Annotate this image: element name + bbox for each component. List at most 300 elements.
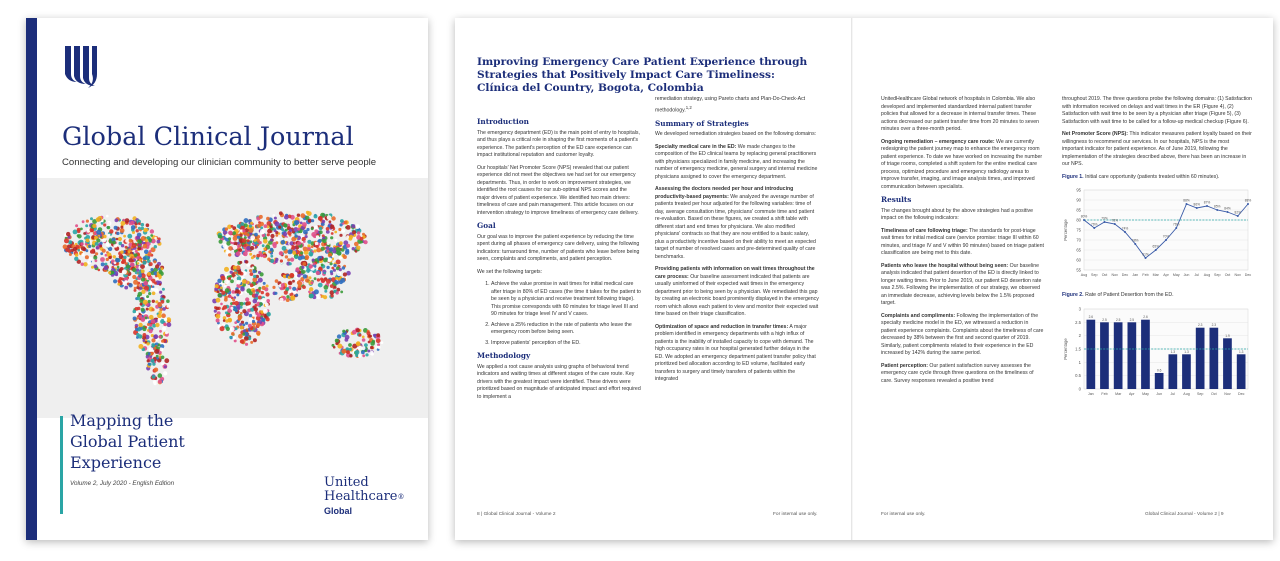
map-pin xyxy=(124,286,128,290)
map-pin xyxy=(302,222,307,227)
map-pin xyxy=(156,277,159,280)
map-pin xyxy=(123,235,126,238)
map-pin xyxy=(265,303,269,307)
map-pin xyxy=(242,333,245,336)
map-pin xyxy=(266,299,270,303)
data-label: 1.3 xyxy=(1170,349,1176,354)
x-tick-label: Mar xyxy=(1115,391,1122,396)
map-pin xyxy=(148,352,151,355)
data-point xyxy=(1216,209,1218,211)
map-pin xyxy=(148,300,151,303)
map-pin xyxy=(231,332,235,336)
map-pin xyxy=(346,350,350,354)
bar xyxy=(1114,322,1123,389)
map-pin xyxy=(303,247,308,252)
map-pin xyxy=(154,282,157,285)
map-pin xyxy=(337,334,341,338)
data-label: 2.3 xyxy=(1197,322,1203,327)
map-pin xyxy=(258,221,261,224)
map-pin xyxy=(237,224,241,228)
section-heading: Goal xyxy=(477,221,496,230)
map-pin xyxy=(334,280,337,283)
map-pin xyxy=(140,303,143,306)
issue-accent-bar xyxy=(60,416,63,514)
map-pin xyxy=(249,253,252,256)
map-pin xyxy=(85,243,88,246)
x-tick-label: Jan xyxy=(1087,391,1094,396)
map-pin xyxy=(238,334,243,339)
map-pin xyxy=(273,244,277,248)
map-pin xyxy=(220,287,223,290)
map-pin xyxy=(118,237,122,241)
map-pin xyxy=(349,354,352,357)
map-pin xyxy=(264,224,268,228)
map-pin xyxy=(258,287,261,290)
map-pin xyxy=(245,343,248,346)
map-pin xyxy=(161,300,165,304)
map-pin xyxy=(93,256,97,260)
map-pin xyxy=(146,342,149,345)
bar xyxy=(1141,319,1150,388)
map-pin xyxy=(338,228,341,231)
map-pin xyxy=(130,221,134,225)
map-pin xyxy=(289,273,294,278)
map-pin xyxy=(239,261,242,264)
map-pin xyxy=(339,268,342,271)
map-pin xyxy=(302,285,306,289)
map-pin xyxy=(373,334,376,337)
map-pin xyxy=(224,298,228,302)
x-tick-label: Feb xyxy=(1142,273,1149,277)
map-pin xyxy=(143,228,147,232)
map-pin xyxy=(158,303,162,307)
strategy-text: We analyzed the average number of patients treated per hour adjusted for the following variables: time of day, average consultation time, physicians' commute time and patient re-evaluation. Based on these figures, we created a shift table with different start and end times for physicians. We also modified physicians' contracts so that they are now entitled to a basic salary, plus a productivity incentive based on their ability to meet an expected target of number of resolved cases and pre-determined quality of care benchmarks. xyxy=(655,193,816,260)
data-label: 2.6 xyxy=(1143,314,1148,319)
map-pin xyxy=(250,341,253,344)
map-pin xyxy=(316,271,320,275)
map-pin xyxy=(221,276,226,281)
x-tick-label: Oct xyxy=(1224,273,1231,277)
map-pin xyxy=(139,259,142,262)
figure-label: Figure 2. xyxy=(1062,292,1084,298)
map-pin xyxy=(247,305,250,308)
map-pin xyxy=(333,346,336,349)
section-heading: Introduction xyxy=(477,117,529,126)
map-pin xyxy=(321,247,325,251)
map-pin xyxy=(82,220,85,223)
map-pin xyxy=(364,240,368,244)
map-pin xyxy=(250,235,255,240)
map-pin xyxy=(116,232,119,235)
map-pin xyxy=(244,218,249,223)
map-pin xyxy=(105,254,108,257)
result-title: Patient perception: xyxy=(881,362,928,369)
x-tick-label: Dec xyxy=(1244,273,1252,277)
y-tick-label: 0 xyxy=(1078,386,1081,391)
y-axis-label: Percentage xyxy=(1063,337,1068,360)
article-title-line: Improving Emergency Care Patient Experience through xyxy=(477,56,808,68)
map-pin xyxy=(247,239,250,242)
map-pin xyxy=(364,343,368,347)
map-pin xyxy=(276,237,280,241)
map-pin xyxy=(341,229,345,233)
map-pin xyxy=(254,233,258,237)
map-pin xyxy=(75,253,79,257)
bar xyxy=(1128,322,1137,389)
map-pin xyxy=(355,224,360,229)
paragraph: UnitedHealthcare Global network of hospitals in Colombia. We also developed and implemented standardized internal patient transfer policies that allowed for a decrease in internal transfer times. These actions decreased our patient transfer time from 20 minutes to seven minutes over a three-month period. xyxy=(881,96,1040,132)
data-label: 80% xyxy=(1080,214,1088,219)
x-tick-label: Mar xyxy=(1152,273,1159,277)
map-pin xyxy=(309,271,313,275)
map-pin xyxy=(349,348,352,351)
map-pin xyxy=(115,273,118,276)
map-pin xyxy=(239,248,243,252)
map-pin xyxy=(314,277,317,280)
map-pin xyxy=(148,292,151,295)
brand-logo xyxy=(324,476,404,518)
map-pin xyxy=(295,294,298,297)
map-pin xyxy=(303,230,308,235)
map-pin xyxy=(250,283,254,287)
map-pin xyxy=(335,277,338,280)
map-pin xyxy=(330,272,333,275)
map-pin xyxy=(133,280,138,285)
bar xyxy=(1155,373,1164,389)
map-pin xyxy=(152,292,156,296)
map-pin xyxy=(158,344,161,347)
paragraph: The changes brought about by the above strategies had a positive impact on the following indicators: xyxy=(881,207,1033,221)
map-pin xyxy=(120,228,125,233)
map-pin xyxy=(252,270,256,274)
paragraph: throughout 2019. The three questions probe the following domains: (1) Satisfaction with information received on delays and wait times in the ER (Figure 4), (2) Satisfaction with wait time to be seen by a physician after triage (Figure 5), (3) Satisfaction with wait time to be called for a follow-up medical checkup (Figure 6). xyxy=(1062,96,1252,125)
map-pin xyxy=(298,281,302,285)
map-pin xyxy=(125,246,128,249)
map-pin xyxy=(148,238,152,242)
map-pin xyxy=(252,290,255,293)
map-pin xyxy=(230,279,234,283)
map-pin xyxy=(289,245,292,248)
map-pin xyxy=(85,255,89,259)
map-pin xyxy=(328,259,331,262)
map-pin xyxy=(126,264,130,268)
map-pin xyxy=(333,264,336,267)
map-pin xyxy=(330,236,333,239)
map-pin xyxy=(240,312,243,315)
map-pin xyxy=(149,315,154,320)
map-pin xyxy=(234,272,237,275)
data-label: 78% xyxy=(1111,218,1118,223)
map-pin xyxy=(356,341,361,346)
map-pin xyxy=(358,346,363,351)
map-pin xyxy=(81,246,86,251)
map-pin xyxy=(319,230,323,234)
map-pin xyxy=(370,346,373,349)
article-title xyxy=(477,56,807,95)
data-label: 61% xyxy=(1142,252,1149,257)
map-pin xyxy=(285,229,288,232)
map-pin xyxy=(162,288,165,291)
map-pin xyxy=(376,333,380,337)
map-pin xyxy=(114,226,118,230)
map-pin xyxy=(251,256,254,259)
map-pin xyxy=(104,266,109,271)
map-pin xyxy=(164,358,169,363)
map-pin xyxy=(128,250,131,253)
map-pin xyxy=(158,270,162,274)
map-pin xyxy=(242,229,245,232)
map-pin xyxy=(141,317,146,322)
map-pin xyxy=(321,295,324,298)
map-pin xyxy=(243,252,248,257)
map-pin xyxy=(95,242,99,246)
map-pin xyxy=(341,349,346,354)
map-pin xyxy=(66,232,70,236)
map-pin xyxy=(349,235,353,239)
map-pin xyxy=(109,256,112,259)
issue-title xyxy=(70,410,270,473)
map-pin xyxy=(147,272,151,276)
data-point xyxy=(1145,257,1147,259)
x-tick-label: Jul xyxy=(1194,273,1200,277)
map-pin xyxy=(121,278,124,281)
map-pin xyxy=(96,217,101,222)
map-pin xyxy=(69,253,72,256)
map-pin xyxy=(368,334,371,337)
map-pin xyxy=(139,287,142,290)
map-pin xyxy=(267,229,272,234)
map-pin xyxy=(167,322,172,327)
map-pin xyxy=(352,230,356,234)
map-pin xyxy=(348,343,352,347)
map-pin xyxy=(286,295,289,298)
map-pin xyxy=(113,255,116,258)
data-label: 85% xyxy=(1214,204,1221,209)
bar xyxy=(1210,327,1219,388)
map-pin xyxy=(283,232,287,236)
map-pin xyxy=(100,252,103,255)
y-tick-label: 2 xyxy=(1078,332,1081,338)
strategy-title: Specialty medical care in the ED: xyxy=(655,143,737,150)
map-pin xyxy=(148,281,153,286)
map-pin xyxy=(146,308,149,311)
map-pin xyxy=(138,334,142,338)
map-pin xyxy=(270,225,273,228)
map-pin xyxy=(358,354,361,357)
map-pin xyxy=(135,250,138,253)
result-title: Timeliness of care following triage: xyxy=(881,227,968,234)
map-pin xyxy=(95,259,98,262)
map-pin xyxy=(336,247,341,252)
map-pin xyxy=(147,359,150,362)
map-pin xyxy=(333,286,336,289)
map-pin xyxy=(242,238,246,242)
map-pin xyxy=(340,219,344,223)
map-pin xyxy=(246,263,250,267)
data-point xyxy=(1227,211,1229,213)
strategy-text: A major problem identified in emergency departments with a high influx of patients is the inability of installed capacity to cope with demand. The high occupancy rates in our hospital generated further delays in the ED. We adopted an emergency department patient transfer policy that prioritized bed allocation according to ED volume, facilitated early transfers to surgery and timely transfers of patients within the integrated xyxy=(655,323,816,383)
map-pin xyxy=(303,274,307,278)
article-column-1 xyxy=(477,114,641,406)
map-pin xyxy=(91,266,94,269)
map-pin xyxy=(137,262,140,265)
map-pin xyxy=(343,272,347,276)
result-text: Following the implementation of the specialty medicine model in the ED, we witnessed a reduction in patient experience complaints. Complaints about the timeliness of care decreased by 38% between the first and second quarter of 2019. Similarly, patient compliments related to their experience in the ED increased by 142% during the same period. xyxy=(881,312,1044,356)
map-pin xyxy=(143,333,147,337)
data-point xyxy=(1237,215,1239,217)
map-pin xyxy=(245,260,248,263)
map-pin xyxy=(155,323,159,327)
map-pin xyxy=(218,293,222,297)
bar xyxy=(1196,327,1205,388)
map-pin xyxy=(323,272,326,275)
map-pin xyxy=(303,240,306,243)
data-label: 2.5 xyxy=(1129,317,1135,322)
map-pin xyxy=(364,349,367,352)
map-pin xyxy=(90,250,94,254)
map-pin xyxy=(159,291,162,294)
map-pin xyxy=(154,245,157,248)
figure-label: Figure 1. xyxy=(1062,173,1084,180)
footer-internal: For internal use only. xyxy=(773,512,818,517)
map-pin xyxy=(242,309,246,313)
world-map-image xyxy=(37,178,428,418)
map-pin xyxy=(233,266,237,270)
map-pin xyxy=(284,291,288,295)
map-pin xyxy=(262,244,265,247)
citation: 1,2 xyxy=(685,104,692,110)
map-pin xyxy=(148,363,151,366)
map-pin xyxy=(272,286,275,289)
data-label: 76% xyxy=(1173,222,1180,227)
map-pin xyxy=(300,251,303,254)
map-pin xyxy=(342,330,345,333)
result-title: Patients who leave the hospital without being seen: xyxy=(881,262,1009,269)
map-pin xyxy=(138,222,141,225)
map-pin xyxy=(284,215,289,220)
map-pin xyxy=(134,287,137,290)
map-pin xyxy=(146,295,149,298)
y-tick-label: 85 xyxy=(1076,207,1081,213)
map-pin xyxy=(265,292,269,296)
map-pin xyxy=(309,294,314,299)
map-pin xyxy=(152,288,155,291)
data-label: 1.3 xyxy=(1238,349,1244,354)
map-pin xyxy=(143,339,146,342)
map-pin xyxy=(289,262,292,265)
data-label: 76% xyxy=(1091,222,1098,227)
map-pin xyxy=(284,237,288,241)
map-pin xyxy=(218,235,222,239)
bar xyxy=(1100,322,1109,389)
map-pin xyxy=(113,279,117,283)
map-pin xyxy=(360,237,364,241)
map-pin xyxy=(252,243,255,246)
map-pin xyxy=(281,283,285,287)
map-pin xyxy=(361,351,365,355)
map-pin xyxy=(311,281,314,284)
result-text: This indicator measures patient loyalty based on their willingness to recommend our services. In our hospitals, NPS is the most important indicator for patient experience. As of June 2019, following the implementation of the strategies described above, there has been an increase in our NPS. xyxy=(1062,131,1252,167)
data-label: 0.6 xyxy=(1156,368,1162,372)
data-point xyxy=(1124,231,1126,233)
map-pin xyxy=(259,215,263,219)
map-pin xyxy=(263,239,268,244)
map-pin xyxy=(344,221,348,225)
map-pin xyxy=(266,317,270,321)
map-pin xyxy=(287,258,290,261)
map-pin xyxy=(151,359,155,363)
map-pin xyxy=(346,225,351,230)
map-pin xyxy=(121,221,126,226)
x-tick-label: Nov xyxy=(1111,273,1118,277)
map-pin xyxy=(298,256,302,260)
map-pin xyxy=(236,293,239,296)
map-pin xyxy=(64,238,69,243)
map-pin xyxy=(117,266,120,269)
map-pin xyxy=(132,275,136,279)
map-pin xyxy=(285,255,288,258)
y-tick-label: 55 xyxy=(1076,267,1081,273)
map-pin xyxy=(122,269,127,274)
data-label: 2.5 xyxy=(1115,317,1121,322)
map-pin xyxy=(138,271,141,274)
article-column-2 xyxy=(655,96,819,389)
map-pin xyxy=(80,242,83,245)
map-pin xyxy=(117,283,120,286)
map-pin xyxy=(154,382,157,385)
figure-caption-text: Initial care opportunity (patients treated within 60 minutes). xyxy=(1083,173,1220,180)
map-pin xyxy=(143,244,148,249)
strategy-title: Providing patients with information on wait times throughout the care process: xyxy=(655,266,815,280)
map-pin xyxy=(327,215,332,220)
map-pin xyxy=(270,248,274,252)
map-pin xyxy=(120,226,123,229)
targets-list xyxy=(477,281,641,347)
map-pin xyxy=(230,327,235,332)
map-pin xyxy=(307,211,312,216)
map-pin xyxy=(128,258,132,262)
map-pin xyxy=(162,327,166,331)
map-pin xyxy=(288,281,293,286)
spread-spine xyxy=(851,18,853,540)
map-pin xyxy=(143,300,148,305)
map-pin xyxy=(340,278,345,283)
data-label: 1.3 xyxy=(1184,349,1189,354)
map-pin xyxy=(224,284,227,287)
data-point xyxy=(1134,243,1136,245)
x-tick-label: Apr xyxy=(1129,391,1135,396)
map-pin xyxy=(279,211,283,215)
cover-accent-bar xyxy=(26,18,37,540)
brand-line: Global xyxy=(324,506,353,516)
map-pin xyxy=(316,245,319,248)
map-pin xyxy=(141,236,146,241)
map-pin xyxy=(257,313,261,317)
map-pin xyxy=(365,353,368,356)
map-pin xyxy=(322,239,326,243)
x-tick-label: Nov xyxy=(1224,391,1231,396)
map-pin xyxy=(311,245,314,248)
map-pin xyxy=(255,294,259,298)
y-axis-label: Percentage xyxy=(1063,219,1068,241)
map-pin xyxy=(225,319,229,323)
map-pin xyxy=(295,256,298,259)
map-pin xyxy=(278,226,281,229)
data-label: 86% xyxy=(1193,202,1200,207)
data-label: 2.3 xyxy=(1211,322,1217,327)
map-pin xyxy=(340,291,343,294)
footer-right: Global Clinical Journal - Volume 2 | 9 xyxy=(1145,512,1224,517)
